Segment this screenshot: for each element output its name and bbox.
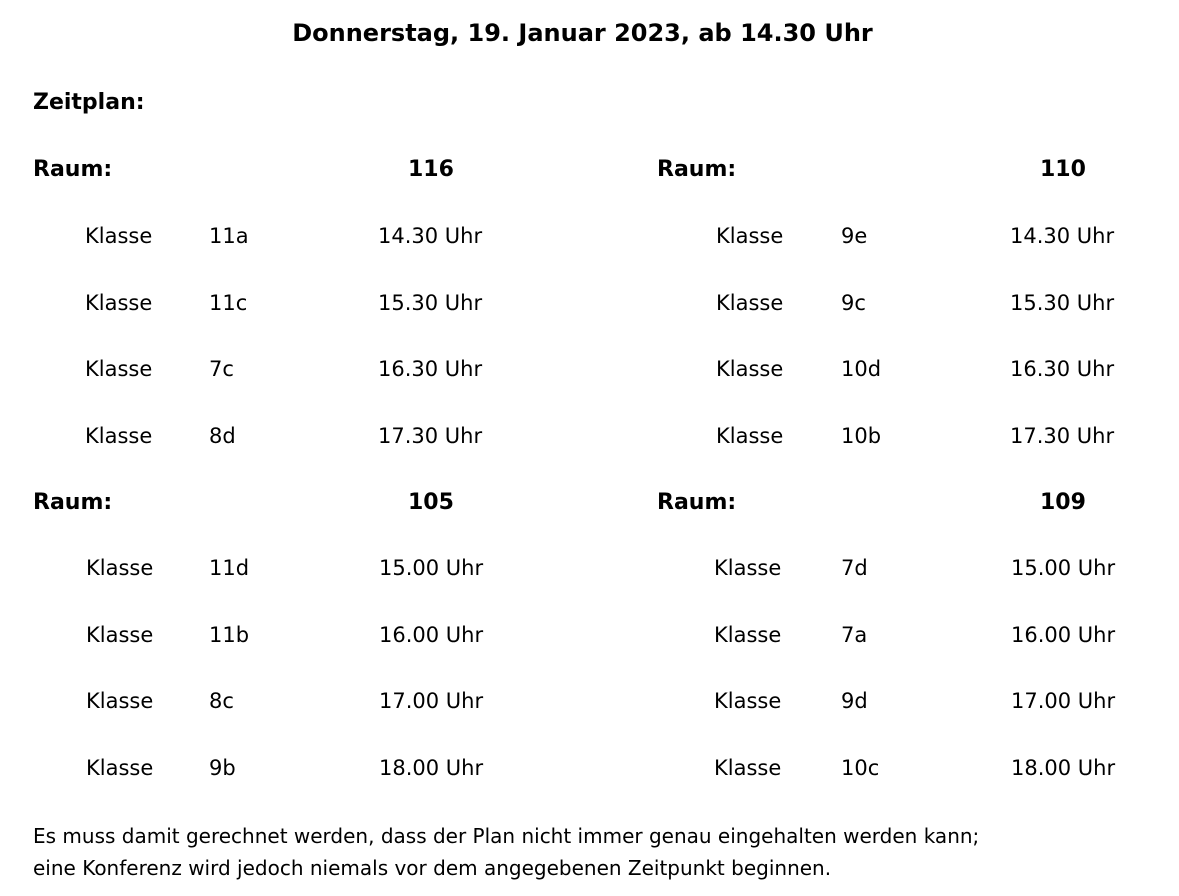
room-label: Raum: [657, 157, 737, 182]
class-name: 10c [841, 756, 880, 780]
page-title: Donnerstag, 19. Januar 2023, ab 14.30 Uhr [292, 19, 873, 47]
class-name: 9b [209, 756, 236, 780]
class-name: 11a [209, 224, 249, 248]
time: 15.30 Uhr [1010, 291, 1115, 315]
room-number: 110 [1040, 157, 1086, 182]
klasse-label: Klasse [85, 291, 153, 315]
time: 17.00 Uhr [1011, 689, 1116, 713]
time: 16.30 Uhr [378, 357, 483, 381]
klasse-label: Klasse [714, 556, 782, 580]
class-name: 7a [841, 623, 868, 647]
class-name: 7d [841, 556, 868, 580]
time: 17.00 Uhr [379, 689, 484, 713]
time: 16.00 Uhr [1011, 623, 1116, 647]
class-name: 10d [841, 357, 882, 381]
time: 17.30 Uhr [378, 424, 483, 448]
time: 14.30 Uhr [1010, 224, 1115, 248]
room-label: Raum: [33, 157, 113, 182]
time: 16.30 Uhr [1010, 357, 1115, 381]
class-name: 9d [841, 689, 868, 713]
time: 15.00 Uhr [379, 556, 484, 580]
room-number: 109 [1040, 490, 1086, 515]
time: 14.30 Uhr [378, 224, 483, 248]
note-line-1: Es muss damit gerechnet werden, dass der Plan nicht immer genau eingehalten werden kann; [33, 824, 980, 848]
class-name: 11c [209, 291, 248, 315]
schedule-heading: Zeitplan: [33, 90, 145, 115]
time: 17.30 Uhr [1010, 424, 1115, 448]
klasse-label: Klasse [86, 689, 154, 713]
klasse-label: Klasse [714, 623, 782, 647]
klasse-label: Klasse [714, 756, 782, 780]
time: 15.00 Uhr [1011, 556, 1116, 580]
klasse-label: Klasse [86, 556, 154, 580]
class-name: 7c [209, 357, 234, 381]
class-name: 9c [841, 291, 866, 315]
klasse-label: Klasse [716, 357, 784, 381]
klasse-label: Klasse [85, 424, 153, 448]
class-name: 11b [209, 623, 250, 647]
class-name: 10b [841, 424, 882, 448]
time: 16.00 Uhr [379, 623, 484, 647]
class-name: 11d [209, 556, 250, 580]
klasse-label: Klasse [716, 291, 784, 315]
room-label: Raum: [657, 490, 737, 515]
class-name: 8c [209, 689, 234, 713]
klasse-label: Klasse [716, 424, 784, 448]
room-number: 105 [408, 490, 454, 515]
klasse-label: Klasse [716, 224, 784, 248]
time: 15.30 Uhr [378, 291, 483, 315]
room-number: 116 [408, 157, 454, 182]
class-name: 8d [209, 424, 236, 448]
klasse-label: Klasse [86, 756, 154, 780]
room-label: Raum: [33, 490, 113, 515]
time: 18.00 Uhr [379, 756, 484, 780]
time: 18.00 Uhr [1011, 756, 1116, 780]
klasse-label: Klasse [86, 623, 154, 647]
klasse-label: Klasse [714, 689, 782, 713]
class-name: 9e [841, 224, 868, 248]
klasse-label: Klasse [85, 224, 153, 248]
note-line-2: eine Konferenz wird jedoch niemals vor dem angegebenen Zeitpunkt beginnen. [33, 856, 832, 880]
klasse-label: Klasse [85, 357, 153, 381]
